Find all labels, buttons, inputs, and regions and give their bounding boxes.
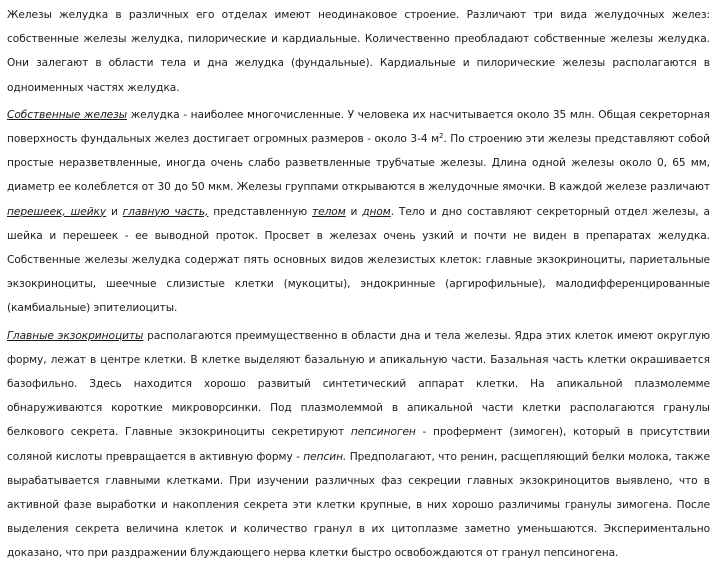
term-pepsinogen: пепсиноген <box>350 426 416 439</box>
text-run: - профермент (зимоген), который в присутствии соляной кислоты превращается в активную форму - <box>7 426 710 463</box>
term-chief-exocrinocytes: Главные экзокриноциты <box>7 329 144 342</box>
text-run: и <box>345 205 363 218</box>
paragraph-gastric-glands-overview <box>7 3 710 100</box>
term-main-part: главную часть, <box>122 205 209 218</box>
superscript: 2 <box>439 132 444 141</box>
term-pepsin: пепсин. <box>303 450 347 463</box>
text-run: . Тело и дно составляют секреторный отдел железы, а шейка и перешеек - ее выводной проток. Просвет в железах очень узкий и почти не виден в препаратах желудка. Собственные железы желудка содержат пять основных видов железистых клеток: главные экзокриноциты, париетальные экзокриноциты, шеечные слизистые клетки (мукоциты), эндокринные (аргирофильные), малодифференцированные (камбиальные) эпителиоциты. <box>7 205 710 315</box>
document-page <box>7 3 710 569</box>
term-body: телом <box>311 205 346 218</box>
text-run: Предполагают, что ренин, расщепляющий белки молока, также вырабатывается главными клетками. При изучении различных фаз секреции главных экзокриноцитов выявлено, что в активной фазе выработки и накопления секрета эти клетки крупные, в них хорошо различимы гранулы зимогена. После выделения секрета величина клеток и количество гранул в их цитоплазме заметно уменьшаются. Экспериментально доказано, что при раздражении блуждающего нерва клетки быстро освобождаются от гранул пепсиногена. <box>7 450 710 560</box>
text-run: располагаются преимущественно в области дна и тела железы. Ядра этих клеток имеют округлую форму, лежат в центре клетки. В клетке выделяют базальную и апикальную части. Базальная часть клетки окрашивается базофильно. Здесь находится хорошо развитый синтетический аппарат клетки. На апикальной плазмолемме обнаруживаются короткие микроворсинки. Под плазмолеммой в апикальной части клетки располагаются гранулы белкового секрета. Главные экзокриноциты секретируют <box>7 329 710 439</box>
term-bottom: дном <box>362 205 391 218</box>
term-isthmus-neck: перешеек, шейку <box>7 205 107 218</box>
text-run: . По строению эти железы представляют собой простые неразветвленные, иногда очень слабо разветвленные трубчатые железы. Длина одной железы около 0, 65 мм, диаметр ее колеблется от 30 до 50 мкм. Железы группами открываются в желудочные ямочки. В каждой железе различают <box>7 133 710 194</box>
paragraph-chief-cells <box>7 324 710 566</box>
term-proper-glands: Собственные железы <box>7 108 128 121</box>
text-run: желудка - наиболее многочисленные. У человека их насчитывается около 35 млн. Общая секреторная поверхность фундальных желез достигает огромных размеров - около 3-4 м <box>7 108 710 146</box>
text-run: представленную <box>208 205 312 218</box>
paragraph-proper-glands <box>7 103 710 321</box>
paragraph-text: Железы желудка в различных его отделах имеют неодинаковое строение. Различают три вида желудочных желез: собственные железы желудка, пилорические и кардиальные. Количественно преобладают собственные железы желудка. Они залегают в области тела и дна желудка (фундальные). Кардиальные и пилорические железы располагаются в одноименных частях желудка. <box>7 9 710 94</box>
text-run: и <box>106 205 123 218</box>
